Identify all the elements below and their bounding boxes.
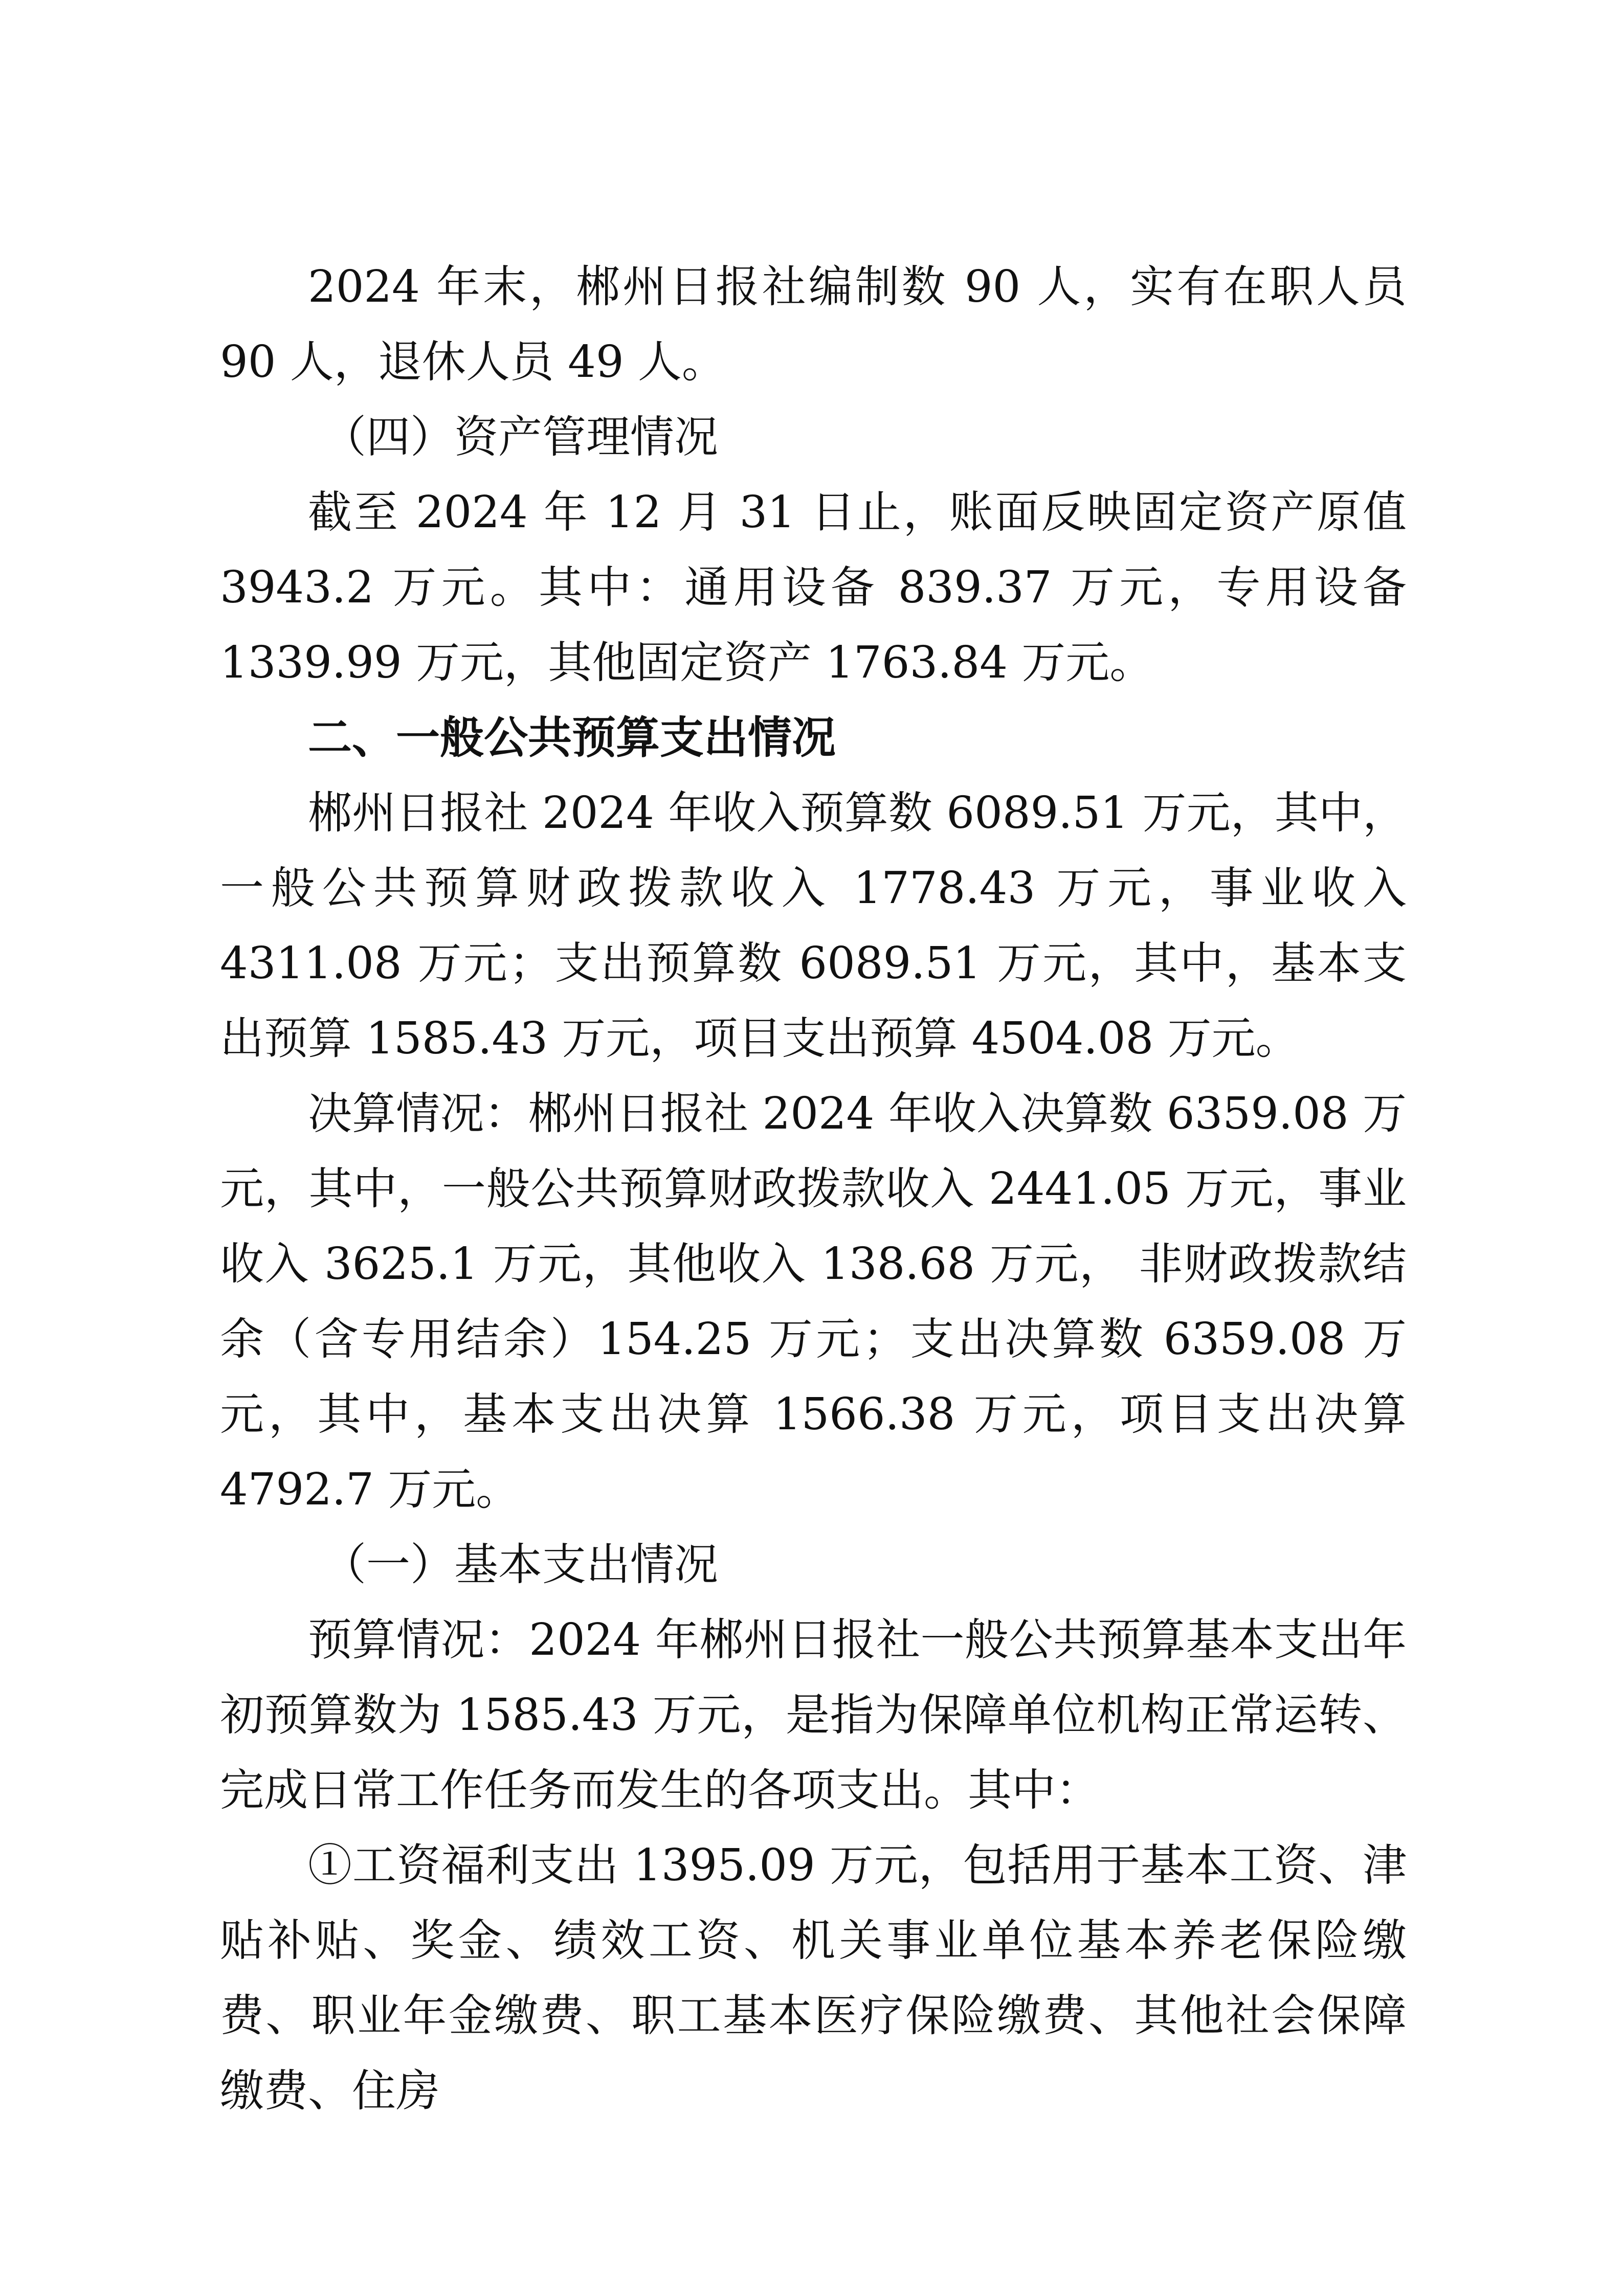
- final-accounts-paragraph: 决算情况：郴州日报社 2024 年收入决算数 6359.08 万元，其中，一般公共预算财政拨款收入 2441.05 万元，事业收入 3625.1 万元，其他收入 138.68 万元， 非财政拨款结余（含专用结余）154.25 万元；支出决算数 6359.08 万元，其中，基本支出决算 1566.38 万元，项目支出决算 4792.7 万元。: [220, 1088, 1407, 1515]
- basic-expenditure-heading: （一）基本支出情况: [322, 1539, 718, 1590]
- fixed-assets-paragraph: 截至 2024 年 12 月 31 日止，账面反映固定资产原值 3943.2 万元。其中：通用设备 839.37 万元，专用设备 1339.99 万元，其他固定资产 1763.84 万元。: [220, 487, 1407, 688]
- basic-budget-paragraph: 预算情况：2024 年郴州日报社一般公共预算基本支出年初预算数为 1585.43 万元，是指为保障单位机构正常运转、完成日常工作任务而发生的各项支出。其中：: [220, 1614, 1407, 1816]
- salary-welfare-paragraph: ①工资福利支出 1395.09 万元，包括用于基本工资、津贴补贴、奖金、绩效工资、机关事业单位基本养老保险缴费、职业年金缴费、职工基本医疗保险缴费、其他社会保障缴费、住房: [220, 1840, 1407, 2117]
- general-budget-heading: 二、一般公共预算支出情况: [308, 712, 836, 763]
- document-body: [220, 250, 1407, 2129]
- budget-paragraph: 郴州日报社 2024 年收入预算数 6089.51 万元，其中，一般公共预算财政拨款收入 1778.43 万元，事业收入 4311.08 万元；支出预算数 6089.51 万元，其中，基本支出预算 1585.43 万元，项目支出预算 4504.08 万元。: [220, 787, 1407, 1064]
- staffing-paragraph: 2024 年末，郴州日报社编制数 90 人，实有在职人员 90 人，退休人员 49 人。: [220, 261, 1407, 388]
- asset-management-heading: （四）资产管理情况: [322, 412, 718, 463]
